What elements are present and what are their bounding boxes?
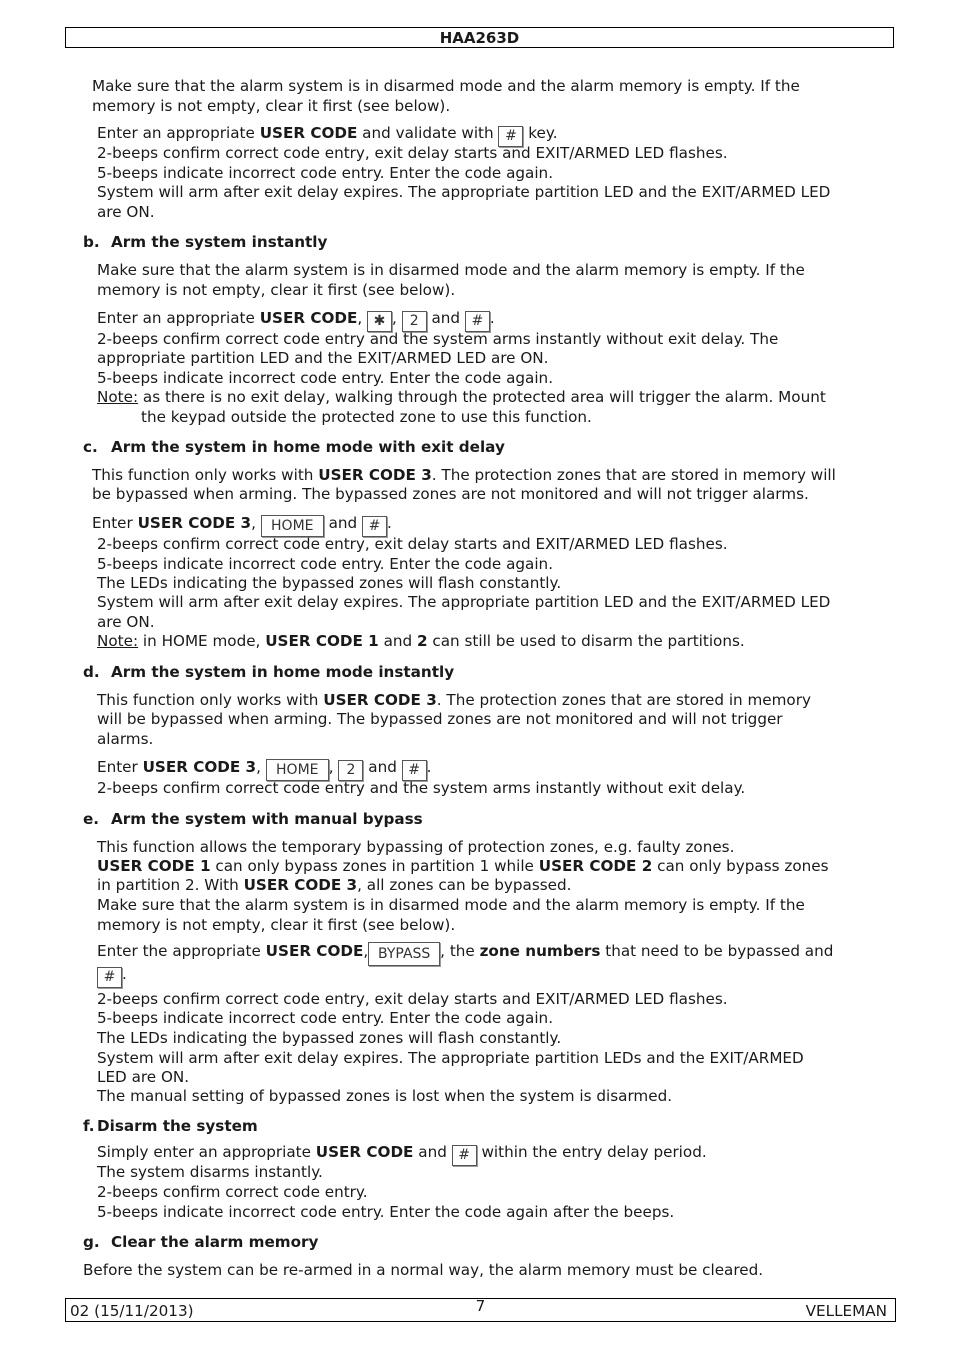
section-c-line: 5-beeps indicate incorrect code entry. Enter the code again. bbox=[97, 555, 554, 573]
footer-version-date: 02 (15/11/2013) bbox=[70, 1302, 194, 1320]
section-e-line: The manual setting of bypassed zones is lost when the system is disarmed. bbox=[97, 1087, 673, 1105]
hash-key-icon: # bbox=[498, 126, 523, 147]
two-key-icon: 2 bbox=[338, 760, 363, 781]
section-c-enter-line: Enter USER CODE 3, HOME and # . bbox=[92, 514, 392, 537]
section-c-line: System will arm after exit delay expires. The appropriate partition LED and the EXIT/ARMED LED bbox=[97, 593, 831, 611]
section-e-line: 5-beeps indicate incorrect code entry. Enter the code again. bbox=[97, 1009, 554, 1027]
hash-key-icon: # bbox=[97, 967, 122, 988]
section-e-heading: e. Arm the system with manual bypass bbox=[83, 810, 423, 828]
intro-line: 5-beeps indicate incorrect code entry. Enter the code again. bbox=[97, 164, 554, 182]
section-f-line: Simply enter an appropriate USER CODE and # within the entry delay period. bbox=[97, 1143, 707, 1166]
section-b-line: appropriate partition LED and the EXIT/ARMED LED are ON. bbox=[97, 349, 549, 367]
section-f-line: The system disarms instantly. bbox=[97, 1163, 323, 1181]
intro-paragraph-line: Make sure that the alarm system is in disarmed mode and the alarm memory is empty. If the bbox=[92, 77, 800, 95]
document-header bbox=[65, 27, 894, 48]
section-g-line: Before the system can be re-armed in a normal way, the alarm memory must be cleared. bbox=[83, 1261, 764, 1279]
section-c-line: 2-beeps confirm correct code entry, exit delay starts and EXIT/ARMED LED flashes. bbox=[97, 535, 728, 553]
section-b-note: the keypad outside the protected zone to use this function. bbox=[141, 408, 592, 426]
section-e-line: memory is not empty, clear it first (see below). bbox=[97, 916, 456, 934]
document-title: HAA263D bbox=[439, 29, 520, 47]
section-e-enter-line: # . bbox=[97, 965, 127, 988]
section-e-line: in partition 2. With USER CODE 3, all zones can be bypassed. bbox=[97, 876, 572, 894]
section-e-line: This function allows the temporary bypassing of protection zones, e.g. faulty zones. bbox=[97, 838, 735, 856]
section-e-enter-line: Enter the appropriate USER CODE, BYPASS , the zone numbers that need to be bypassed and bbox=[97, 942, 833, 966]
intro-paragraph-line: memory is not empty, clear it first (see below). bbox=[92, 97, 451, 115]
section-d-line: will be bypassed when arming. The bypassed zones are not monitored and will not trigger bbox=[97, 710, 783, 728]
document-footer bbox=[65, 1298, 896, 1322]
section-d-line: 2-beeps confirm correct code entry and the system arms instantly without exit delay. bbox=[97, 779, 746, 797]
section-e-line: USER CODE 1 can only bypass zones in partition 1 while USER CODE 2 can only bypass zones bbox=[97, 857, 829, 875]
hash-key-icon: # bbox=[452, 1145, 477, 1166]
bypass-key-icon: BYPASS bbox=[368, 942, 440, 966]
footer-brand: VELLEMAN bbox=[805, 1302, 887, 1320]
intro-line: are ON. bbox=[97, 203, 155, 221]
section-d-enter-line: Enter USER CODE 3, HOME , 2 and # . bbox=[97, 758, 432, 781]
section-e-line: LED are ON. bbox=[97, 1068, 190, 1086]
section-d-heading: d. Arm the system in home mode instantly bbox=[83, 663, 455, 681]
section-d-line: alarms. bbox=[97, 730, 154, 748]
home-key-icon: HOME bbox=[266, 759, 329, 781]
section-f-heading: f. Disarm the system bbox=[83, 1117, 258, 1135]
hash-key-icon: # bbox=[402, 760, 427, 781]
section-f-line: 5-beeps indicate incorrect code entry. Enter the code again after the beeps. bbox=[97, 1203, 675, 1221]
section-c-line: This function only works with USER CODE 3. The protection zones that are stored in memory will bbox=[92, 466, 836, 484]
section-e-line: 2-beeps confirm correct code entry, exit delay starts and EXIT/ARMED LED flashes. bbox=[97, 990, 728, 1008]
section-f-line: 2-beeps confirm correct code entry. bbox=[97, 1183, 368, 1201]
two-key-icon: 2 bbox=[402, 311, 427, 332]
section-e-line: The LEDs indicating the bypassed zones will flash constantly. bbox=[97, 1029, 562, 1047]
page-number: 7 bbox=[475, 1297, 486, 1315]
intro-line: 2-beeps confirm correct code entry, exit delay starts and EXIT/ARMED LED flashes. bbox=[97, 144, 728, 162]
section-b-note: Note: as there is no exit delay, walking through the protected area will trigger the alarm. Mount bbox=[97, 388, 826, 406]
section-e-line: System will arm after exit delay expires. The appropriate partition LEDs and the EXIT/ARMED bbox=[97, 1049, 804, 1067]
section-b-heading: b. Arm the system instantly bbox=[83, 233, 328, 251]
section-b-enter-line: Enter an appropriate USER CODE, ✱ , 2 and # . bbox=[97, 309, 495, 332]
hash-key-icon: # bbox=[465, 311, 490, 332]
section-c-line: are ON. bbox=[97, 613, 155, 631]
star-key-icon: ✱ bbox=[367, 311, 392, 332]
hash-key-icon: # bbox=[362, 516, 387, 537]
section-b-line: memory is not empty, clear it first (see below). bbox=[97, 281, 456, 299]
section-c-line: The LEDs indicating the bypassed zones will flash constantly. bbox=[97, 574, 562, 592]
section-g-heading: g. Clear the alarm memory bbox=[83, 1233, 319, 1251]
section-b-line: 5-beeps indicate incorrect code entry. Enter the code again. bbox=[97, 369, 554, 387]
section-b-line: Make sure that the alarm system is in disarmed mode and the alarm memory is empty. If the bbox=[97, 261, 805, 279]
section-e-line: Make sure that the alarm system is in disarmed mode and the alarm memory is empty. If the bbox=[97, 896, 805, 914]
section-c-heading: c. Arm the system in home mode with exit delay bbox=[83, 438, 505, 456]
section-c-line: be bypassed when arming. The bypassed zones are not monitored and will not trigger alarms. bbox=[92, 485, 809, 503]
intro-enter-line: Enter an appropriate USER CODE and validate with # key. bbox=[97, 124, 558, 147]
section-c-note: Note: in HOME mode, USER CODE 1 and 2 can still be used to disarm the partitions. bbox=[97, 632, 745, 650]
section-d-line: This function only works with USER CODE 3. The protection zones that are stored in memory bbox=[97, 691, 811, 709]
intro-line: System will arm after exit delay expires. The appropriate partition LED and the EXIT/ARMED LED bbox=[97, 183, 831, 201]
home-key-icon: HOME bbox=[261, 515, 324, 537]
section-b-line: 2-beeps confirm correct code entry and the system arms instantly without exit delay. The bbox=[97, 330, 779, 348]
